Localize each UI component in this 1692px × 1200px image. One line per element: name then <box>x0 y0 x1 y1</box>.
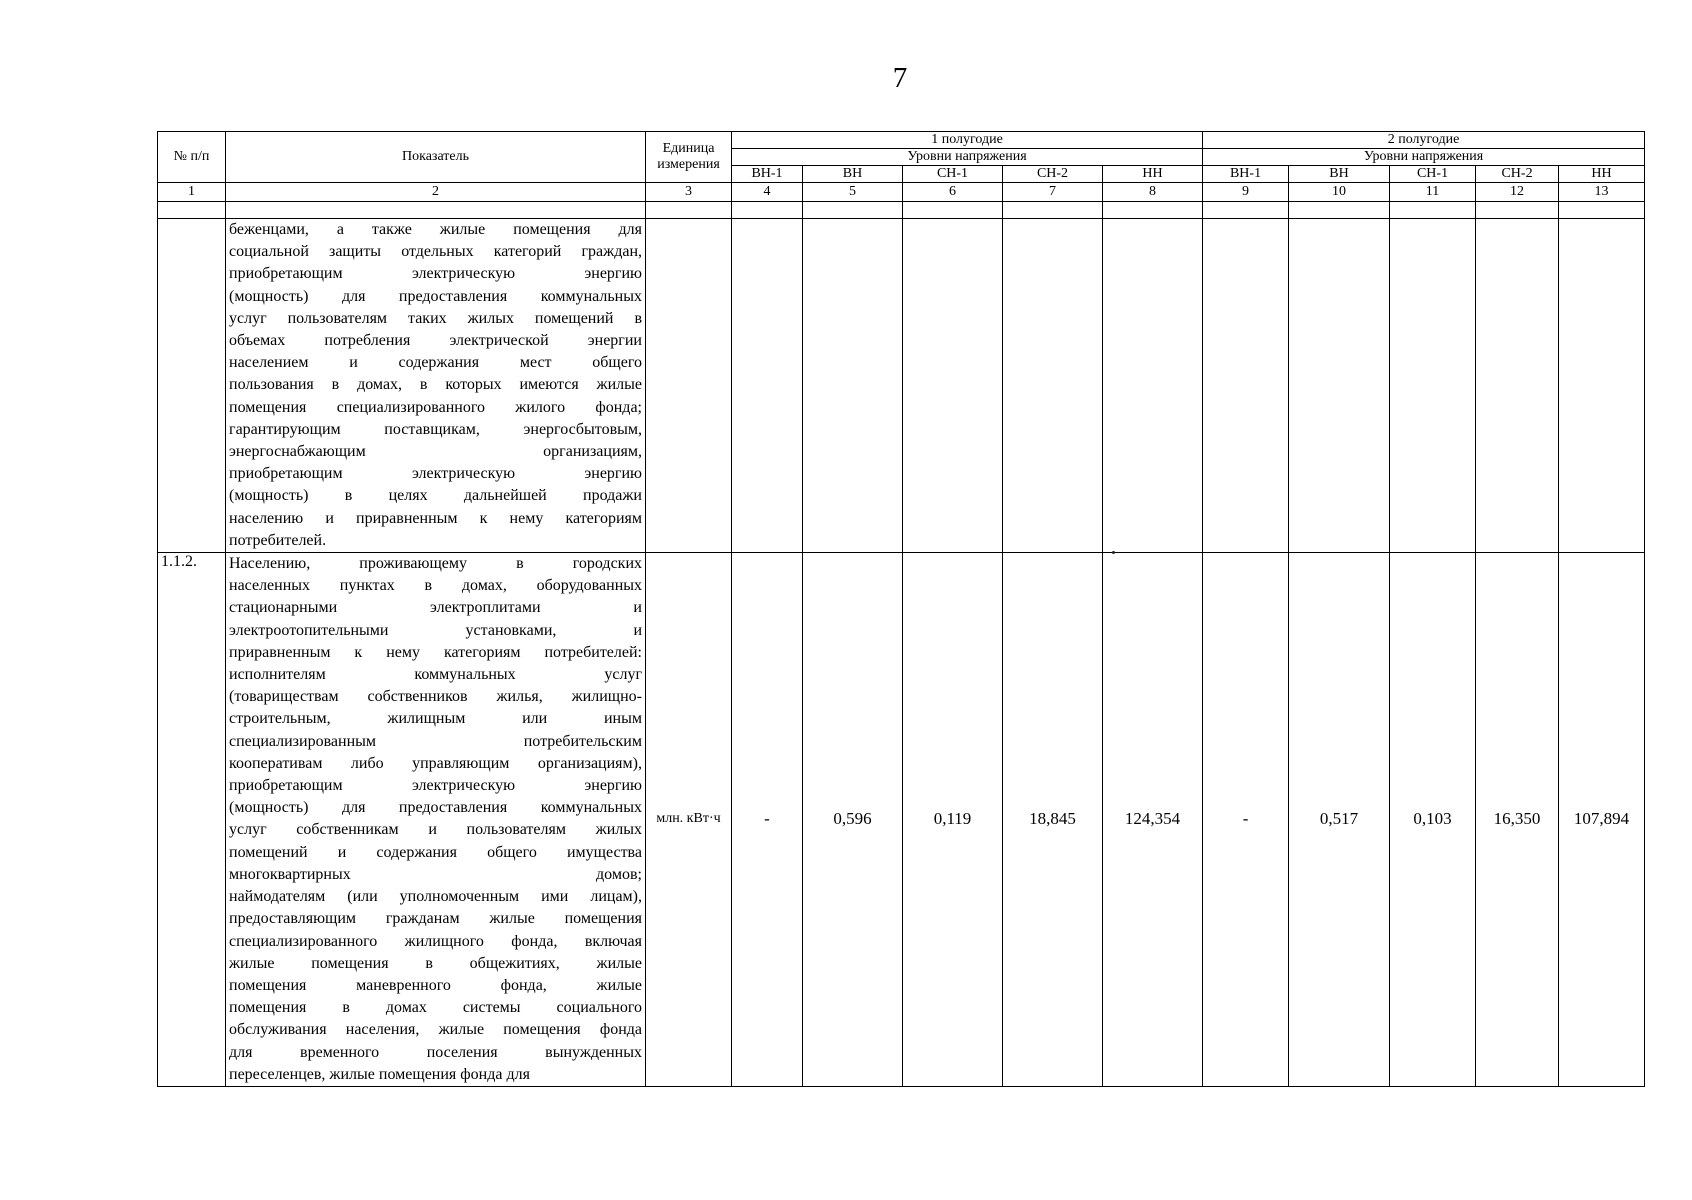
description-line: услуг собственникам и пользователям жилых <box>229 821 642 839</box>
row-description <box>226 219 646 553</box>
level-header: СН-1 <box>1390 166 1476 183</box>
description-line: исполнителям коммунальных услуг <box>229 666 642 684</box>
description-line: стационарными электроплитами и <box>229 599 642 617</box>
description-line: (мощность) в целях дальнейшей продажи <box>229 487 642 505</box>
level-header: СН-1 <box>903 166 1003 183</box>
value-cell: 18,845 <box>1003 553 1103 1087</box>
value-cell <box>1476 219 1559 553</box>
description-line: (товариществам собственников жилья, жилищно- <box>229 688 642 706</box>
level-header: НН <box>1559 166 1645 183</box>
row-number: 1.1.2. <box>158 553 226 1087</box>
value-cell: 0,103 <box>1390 553 1476 1087</box>
column-number: 7 <box>1003 183 1103 202</box>
header-unit: Единица измерения <box>646 132 732 183</box>
description-line: беженцами, а также жилые помещения для <box>229 221 642 238</box>
row-unit <box>646 219 732 553</box>
column-number: 1 <box>158 183 226 202</box>
value-cell: 0,517 <box>1289 553 1390 1087</box>
description-line: (мощность) для предоставления коммунальных <box>229 799 642 817</box>
description-line: помещения маневренного фонда, жилые <box>229 976 642 994</box>
description-line: специализированного жилищного фонда, включая <box>229 932 642 950</box>
level-header: СН-2 <box>1003 166 1103 183</box>
scan-speck <box>1112 551 1115 554</box>
data-table <box>157 131 1645 1087</box>
description-line: населению и приравненным к нему категориям <box>229 509 642 527</box>
level-header: ВН <box>803 166 903 183</box>
description-line: многоквартирных домов; <box>229 865 642 883</box>
column-number: 5 <box>803 183 903 202</box>
description-line: объемах потребления электрической энергии <box>229 332 642 350</box>
value-cell: 0,596 <box>803 553 903 1087</box>
description-line: приобретающим электрическую энергию <box>229 265 642 283</box>
description-line: кооперативам либо управляющим организациям), <box>229 754 642 772</box>
level-header: ВН <box>1289 166 1390 183</box>
column-number-row <box>158 183 1645 202</box>
description-line: (мощность) для предоставления коммунальных <box>229 287 642 305</box>
value-cell <box>903 219 1003 553</box>
header-voltage-levels-2: Уровни напряжения <box>1203 149 1645 166</box>
row-number <box>158 219 226 553</box>
level-header: ВН-1 <box>1203 166 1289 183</box>
description-line: приобретающим электрическую энергию <box>229 777 642 795</box>
level-header: НН <box>1103 166 1203 183</box>
description-line: пользования в домах, в которых имеются жилые <box>229 376 642 394</box>
description-line: социальной защиты отдельных категорий граждан, <box>229 243 642 261</box>
value-cell <box>1289 219 1390 553</box>
description-line: услуг пользователям таких жилых помещений в <box>229 309 642 327</box>
column-number: 2 <box>226 183 646 202</box>
description-line: строительным, жилищным или иным <box>229 710 642 728</box>
header-num: № п/п <box>158 132 226 183</box>
description-line: для временного поселения вынужденных <box>229 1043 642 1061</box>
value-cell <box>803 219 903 553</box>
header-half1: 1 полугодие <box>732 132 1203 149</box>
column-number: 10 <box>1289 183 1390 202</box>
column-number: 11 <box>1390 183 1476 202</box>
column-number: 8 <box>1103 183 1203 202</box>
header-half2: 2 полугодие <box>1203 132 1645 149</box>
header-voltage-levels-1: Уровни напряжения <box>732 149 1203 166</box>
value-cell <box>732 219 803 553</box>
description-line: Населению, проживающему в городских <box>229 555 642 573</box>
description-line: специализированным потребительским <box>229 732 642 750</box>
row-unit: млн. кВт·ч <box>646 553 732 1087</box>
description-line: помещения в домах системы социального <box>229 999 642 1017</box>
header-indicator: Показатель <box>226 132 646 183</box>
description-line: электроотопительными установками, и <box>229 621 642 639</box>
column-number: 3 <box>646 183 732 202</box>
value-cell <box>1203 219 1289 553</box>
description-line: приравненным к нему категориям потребителей: <box>229 643 642 661</box>
page-number: 7 <box>892 62 908 94</box>
description-line: наймодателям (или уполномоченным ими лицам), <box>229 888 642 906</box>
column-number: 9 <box>1203 183 1289 202</box>
value-cell <box>1003 219 1103 553</box>
description-line: жилые помещения в общежитиях, жилые <box>229 954 642 972</box>
level-header: ВН-1 <box>732 166 803 183</box>
column-number: 6 <box>903 183 1003 202</box>
description-line: помещений и содержания общего имущества <box>229 843 642 861</box>
description-line: потребителей. <box>229 531 327 549</box>
table-row <box>158 553 1645 1087</box>
column-number: 4 <box>732 183 803 202</box>
description-line: обслуживания населения, жилые помещения фонда <box>229 1021 642 1039</box>
column-number: 12 <box>1476 183 1559 202</box>
description-line: энергоснабжающим организациям, <box>229 443 642 461</box>
value-cell: 0,119 <box>903 553 1003 1087</box>
level-header: СН-2 <box>1476 166 1559 183</box>
value-cell <box>1559 219 1645 553</box>
row-description <box>226 553 646 1087</box>
description-line: гарантирующим поставщикам, энергосбытовым, <box>229 420 642 438</box>
table-row <box>158 219 1645 553</box>
value-cell: - <box>732 553 803 1087</box>
value-cell: 16,350 <box>1476 553 1559 1087</box>
empty-row <box>158 202 1645 219</box>
description-line: населением и содержания мест общего <box>229 354 642 372</box>
value-cell <box>1390 219 1476 553</box>
description-line: помещения специализированного жилого фонда; <box>229 398 642 416</box>
value-cell: 124,354 <box>1103 553 1203 1087</box>
description-line: переселенцев, жилые помещения фонда для <box>229 1065 530 1083</box>
description-line: населенных пунктах в домах, оборудованных <box>229 577 642 595</box>
description-line: приобретающим электрическую энергию <box>229 465 642 483</box>
value-cell: - <box>1203 553 1289 1087</box>
description-line: предоставляющим гражданам жилые помещения <box>229 910 642 928</box>
value-cell <box>1103 219 1203 553</box>
value-cell: 107,894 <box>1559 553 1645 1087</box>
column-number: 13 <box>1559 183 1645 202</box>
